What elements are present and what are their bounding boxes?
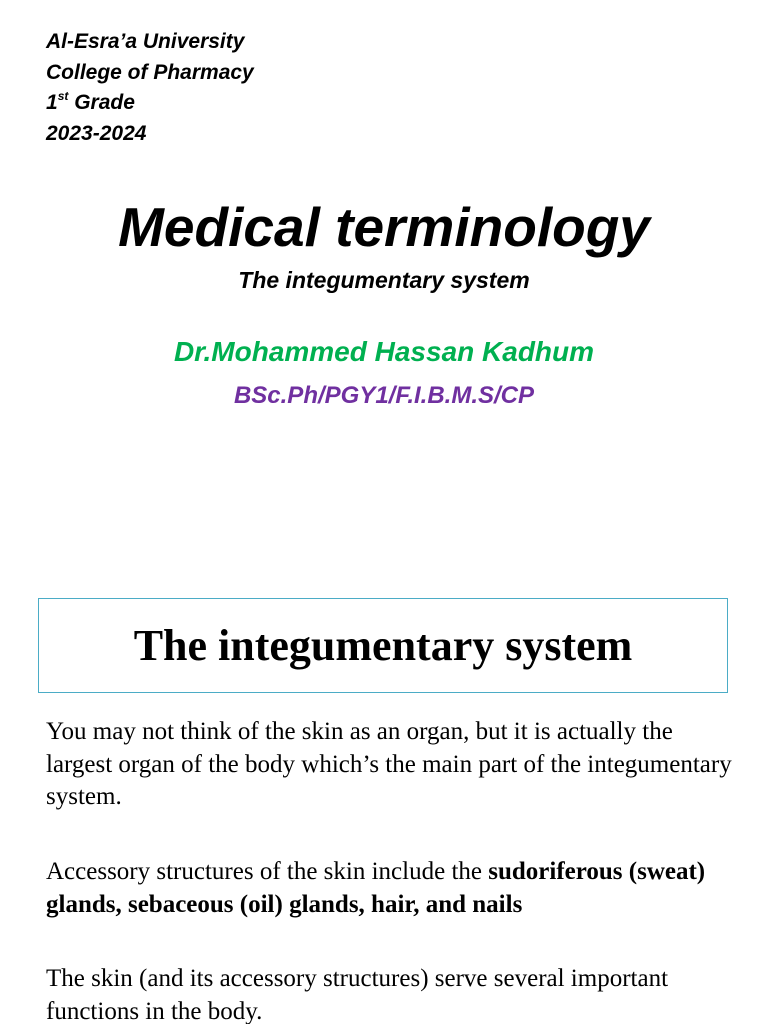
paragraph-accessory-structures bbox=[46, 856, 736, 921]
paragraph-skin-organ: You may not think of the skin as an organ, but it is actually the largest organ of the body which’s the main part of the integumentary system. bbox=[46, 718, 732, 810]
document-subtitle: The integumentary system bbox=[238, 267, 530, 293]
author-credentials: BSc.Ph/PGY1/F.I.B.M.S/CP bbox=[233, 382, 535, 409]
author-name: Dr.Mohammed Hassan Kadhum bbox=[173, 336, 595, 367]
grade-line bbox=[46, 88, 254, 119]
academic-year: 2023-2024 bbox=[46, 121, 147, 145]
paragraph-accessory-list: sudoriferous (sweat) glands, sebaceous (oil) glands, hair, and nails bbox=[46, 858, 706, 918]
paragraph-skin-functions: The skin (and its accessory structures) serve several important functions in the body. bbox=[46, 965, 669, 1024]
paragraph-accessory-prefix: Accessory structures of the skin include the bbox=[46, 858, 489, 885]
grade-suffix: st bbox=[57, 89, 69, 103]
document-title: Medical terminology bbox=[118, 196, 650, 258]
section-heading-box bbox=[38, 598, 728, 693]
university-name: Al-Esra’a University bbox=[46, 30, 245, 53]
grade-word: Grade bbox=[74, 91, 135, 114]
section-heading: The integumentary system bbox=[133, 620, 633, 670]
grade-number: 1 bbox=[46, 91, 58, 114]
course-info bbox=[46, 27, 254, 149]
college-name: College of Pharmacy bbox=[46, 60, 254, 84]
